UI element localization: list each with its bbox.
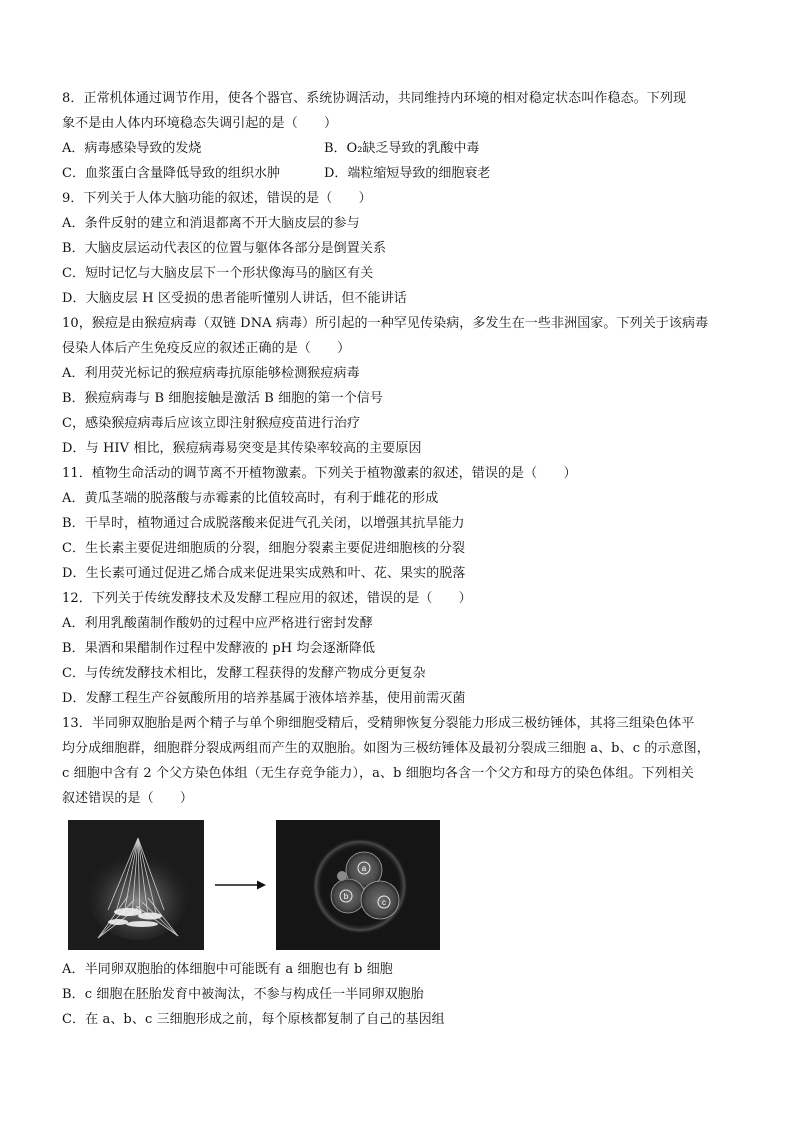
q8-options-row2 [62, 161, 738, 186]
question-11 [62, 461, 738, 586]
q9-option-d: D．大脑皮层 H 区受损的患者能听懂别人讲话，但不能讲话 [62, 291, 407, 306]
q13-option-c: C．在 a、b、c 三细胞形成之前，每个原核都复制了自己的基因组 [62, 1012, 445, 1027]
q10-stem-line1: 10，猴痘是由猴痘病毒（双链 DNA 病毒）所引起的一种罕见传染病，多发生在一些非洲国家。下列关于该病毒 [62, 316, 709, 331]
q13-figure [68, 819, 738, 951]
q10-option-c: C，感染猴痘病毒后应该立即注射猴痘疫苗进行治疗 [62, 416, 361, 431]
q13-option-b: B．c 细胞在胚胎发育中被淘汰，不参与构成任一半同卵双胞胎 [62, 987, 424, 1002]
q11-option-b: B．干旱时，植物通过合成脱落酸来促进气孔关闭，以增强其抗旱能力 [62, 516, 465, 531]
q13-stem-line2: 均分成细胞群，细胞群分裂成两组而产生的双胞胎。如图为三极纺锤体及最初分裂成三细胞 a、b、c 的示意图， [62, 741, 710, 756]
q11-option-a: A．黄瓜茎端的脱落酸与赤霉素的比值较高时，有利于雌花的形成 [62, 491, 439, 506]
q9-option-a: A．条件反射的建立和消退都离不开大脑皮层的参与 [62, 216, 360, 231]
q13-stem-line4: 叙述错误的是（ ） [62, 791, 194, 806]
q8-stem-line1: 8．正常机体通过调节作用，使各个器官、系统协调活动，共同维持内环境的相对稳定状态叫作稳态。下列现 [62, 91, 687, 106]
q10-option-a: A．利用荧光标记的猴痘病毒抗原能够检测猴痘病毒 [62, 366, 360, 381]
q8-option-a: A．病毒感染导致的发烧 [62, 141, 202, 156]
question-12 [62, 586, 738, 711]
q12-option-b: B．果酒和果醋制作过程中发酵液的 pH 均会逐渐降低 [62, 641, 376, 656]
q12-option-c: C．与传统发酵技术相比，发酵工程获得的发酵产物成分更复杂 [62, 666, 426, 681]
q8-options-row1 [62, 136, 738, 161]
q9-option-c: C．短时记忆与大脑皮层下一个形状像海马的脑区有关 [62, 266, 374, 281]
q8-option-d: D．端粒缩短导致的细胞衰老 [324, 166, 491, 181]
q10-stem-line2: 侵染人体后产生免疫反应的叙述正确的是（ ） [62, 341, 351, 356]
question-8 [62, 86, 738, 186]
q8-option-c: C．血浆蛋白含量降低导致的组织水肿 [62, 166, 280, 181]
three-cell-micrograph [276, 820, 440, 950]
q12-option-a: A．利用乳酸菌制作酸奶的过程中应严格进行密封发酵 [62, 616, 373, 631]
tripolar-spindle-micrograph [68, 820, 204, 950]
q8-option-b: B．O₂缺乏导致的乳酸中毒 [324, 141, 480, 156]
q12-stem: 12．下列关于传统发酵技术及发酵工程应用的叙述，错误的是（ ） [62, 591, 472, 606]
question-9 [62, 186, 738, 311]
q11-stem: 11．植物生命活动的调节离不开植物激素。下列关于植物激素的叙述，错误的是（ ） [62, 466, 577, 481]
question-10 [62, 311, 738, 461]
question-13 [62, 711, 738, 1032]
q13-stem-line3: c 细胞中含有 2 个父方染色体组（无生存竞争能力），a、b 细胞均各含一个父方和母方的染色体组。下列相关 [62, 766, 694, 781]
q10-option-b: B．猴痘病毒与 B 细胞接触是激活 B 细胞的第一个信号 [62, 391, 383, 406]
q13-stem-line1: 13．半同卵双胞胎是两个精子与单个卵细胞受精后，受精卵恢复分裂能力形成三极纺锤体，其将三组染色体平 [62, 716, 695, 731]
q9-stem: 9．下列关于人体大脑功能的叙述，错误的是（ ） [62, 191, 372, 206]
exam-page [62, 86, 738, 1032]
q12-option-d: D．发酵工程生产谷氨酸所用的培养基属于液体培养基，使用前需灭菌 [62, 691, 466, 706]
cell-label-a: a [361, 864, 367, 873]
cell-label-b: b [343, 892, 349, 901]
q10-option-d: D．与 HIV 相比，猴痘病毒易突变是其传染率较高的主要原因 [62, 441, 422, 456]
q11-option-c: C．生长素主要促进细胞质的分裂，细胞分裂素主要促进细胞核的分裂 [62, 541, 466, 556]
arrow-icon [204, 879, 276, 891]
cell-label-c: c [382, 898, 386, 907]
q8-stem-line2: 象不是由人体内环境稳态失调引起的是（ ） [62, 116, 338, 131]
q13-option-a: A．半同卵双胞胎的体细胞中可能既有 a 细胞也有 b 细胞 [62, 962, 393, 977]
q11-option-d: D．生长素可通过促进乙烯合成来促进果实成熟和叶、花、果实的脱落 [62, 566, 466, 581]
q9-option-b: B．大脑皮层运动代表区的位置与躯体各部分是倒置关系 [62, 241, 387, 256]
